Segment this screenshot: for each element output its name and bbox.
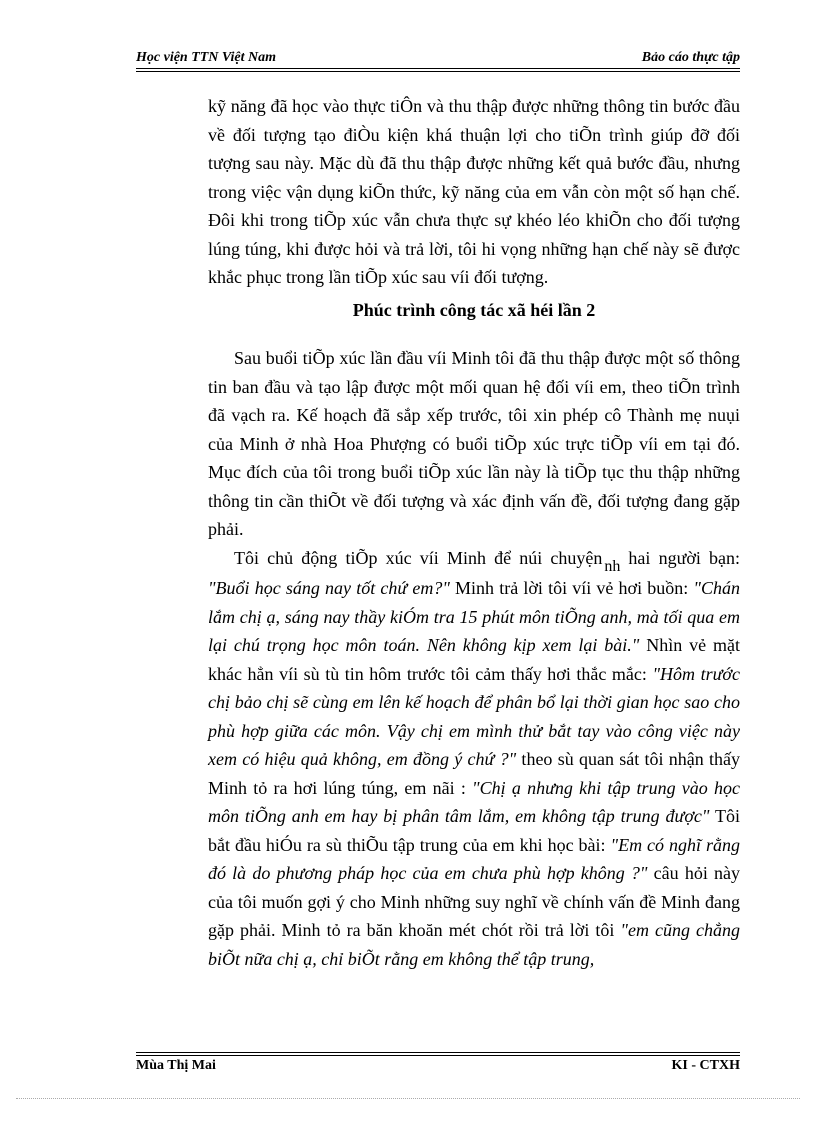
page-header <box>136 50 740 70</box>
footer-rule-thin <box>136 1052 740 1053</box>
header-rule <box>136 68 740 69</box>
paragraph-1: kỹ năng đã học vào thực tiÔn và thu thập được những thông tin bước đầu về đối tượng tạo điÒu kiện khá thuận lợi cho tiÕn trình giúp đỡ đối tượng sau này. Mặc dù đã thu thập được những kết quả bước đầu, nhưng trong việc vận dụng kiÕn thức, kỹ năng của em vẫn còn một số hạn chế. Đôi khi trong tiÕp xúc vẫn chưa thực sự khéo léo khiÕn cho đối tượng lúng túng, khi được hỏi và trả lời, tôi hi vọng những hạn chế này sẽ được khắc phục trong lần tiÕp xúc sau víi đối tượng. <box>208 96 740 287</box>
p3-text-a: Tôi chủ động tiÕp xúc víi Minh để núi chuyện <box>234 547 603 568</box>
page-body <box>208 92 740 973</box>
p3-quote-1: "Buổi học sáng nay tốt chứ em?" <box>208 578 450 598</box>
paragraph-2: Sau buổi tiÕp xúc lần đầu víi Minh tôi đã thu thập được một số thông tin ban đầu và tạo lập được một mối quan hệ đối víi em, theo tiÕn trình đã vạch ra. Kế hoạch đã sắp xếp trước, tôi xin phép cô Thành mẹ nuụi của Minh ở nhà Hoa Phượng có buổi tiÕp xúc trực tiÕp víi em tại đó. Mục đích của tôi trong buổi tiÕp xúc lần này là tiÕp tục thu thập những thông tin cần thiÕt về đối tượng và xác định vấn đề, đối tượng đang gặp phải. <box>208 348 740 539</box>
p3-text-b: hai người bạn: <box>628 547 741 568</box>
p3-quote-2: "Chán lắm chị ạ, sáng nay thầy kiÓm tra 15 phút môn tiÕng anh, mà tối qua em lại chú trọng học môn toán. Nên không kịp xem lại bài." <box>208 578 740 655</box>
header-rule-thin <box>136 71 740 72</box>
p3-text-g: câu hỏi này của tôi muốn gợi ý cho Minh những suy nghĩ về chính vấn đề Minh đang gặp phải. Minh tỏ ra băn khoăn mét chót rồi trả lời tôi <box>208 863 741 940</box>
p3-quote-4: "Chị ạ nhưng khi tập trung vào học môn tiÕng anh em hay bị phân tâm lắm, em không tập trung được" <box>208 777 740 826</box>
p3-text-d: Nhìn vẻ mặt khác hẳn víi sù tù tin hôm trước tôi cảm thấy hơi thắc mắc: <box>208 635 741 684</box>
p3-text-e: theo sù quan sát tôi nhận thấy Minh tỏ ra hơi lúng túng, em nãi : <box>208 749 740 798</box>
footer-author: Mùa Thị Mai <box>136 1058 216 1073</box>
p3-text-f: Tôi bắt đầu hiÓu ra sù thiÕu tập trung của em khi học bài: <box>208 806 741 855</box>
p3-quote-3: "Hôm trước chị bảo chị sẽ cùng em lên kế hoạch để phân bổ lại thời gian học sao cho phù hợp giữa các môn. Vậy chị em mình thử bắt tay vào công việc này xem có hiệu quả không, em đồng ý chứ ?" <box>208 663 740 769</box>
p3-text-c: Minh trả lời tôi víi vẻ hơi buồn: <box>449 578 694 598</box>
p3-quote-6: "em cũng chẳng biÕt nữa chị ạ, chỉ biÕt rằng em không thể tập trung, <box>208 920 741 969</box>
header-report-title: Bảo cáo thực tập <box>641 50 740 65</box>
section-heading: Phúc trình công tác xã héi lần 2 <box>352 299 596 320</box>
footer-rule <box>136 1055 740 1056</box>
page-edge-divider <box>16 1098 800 1099</box>
footer-class: KI - CTXH <box>671 1058 740 1073</box>
page-footer <box>136 1058 740 1080</box>
header-institution: Học viện TTN Việt Nam <box>136 50 276 65</box>
p3-quote-5: "Em có nghĩ rằng đó là do phương pháp học của em chưa phù hợp không ?" <box>208 834 740 883</box>
paragraph-3 <box>208 544 740 974</box>
p3-fragment: nh <box>604 557 621 575</box>
